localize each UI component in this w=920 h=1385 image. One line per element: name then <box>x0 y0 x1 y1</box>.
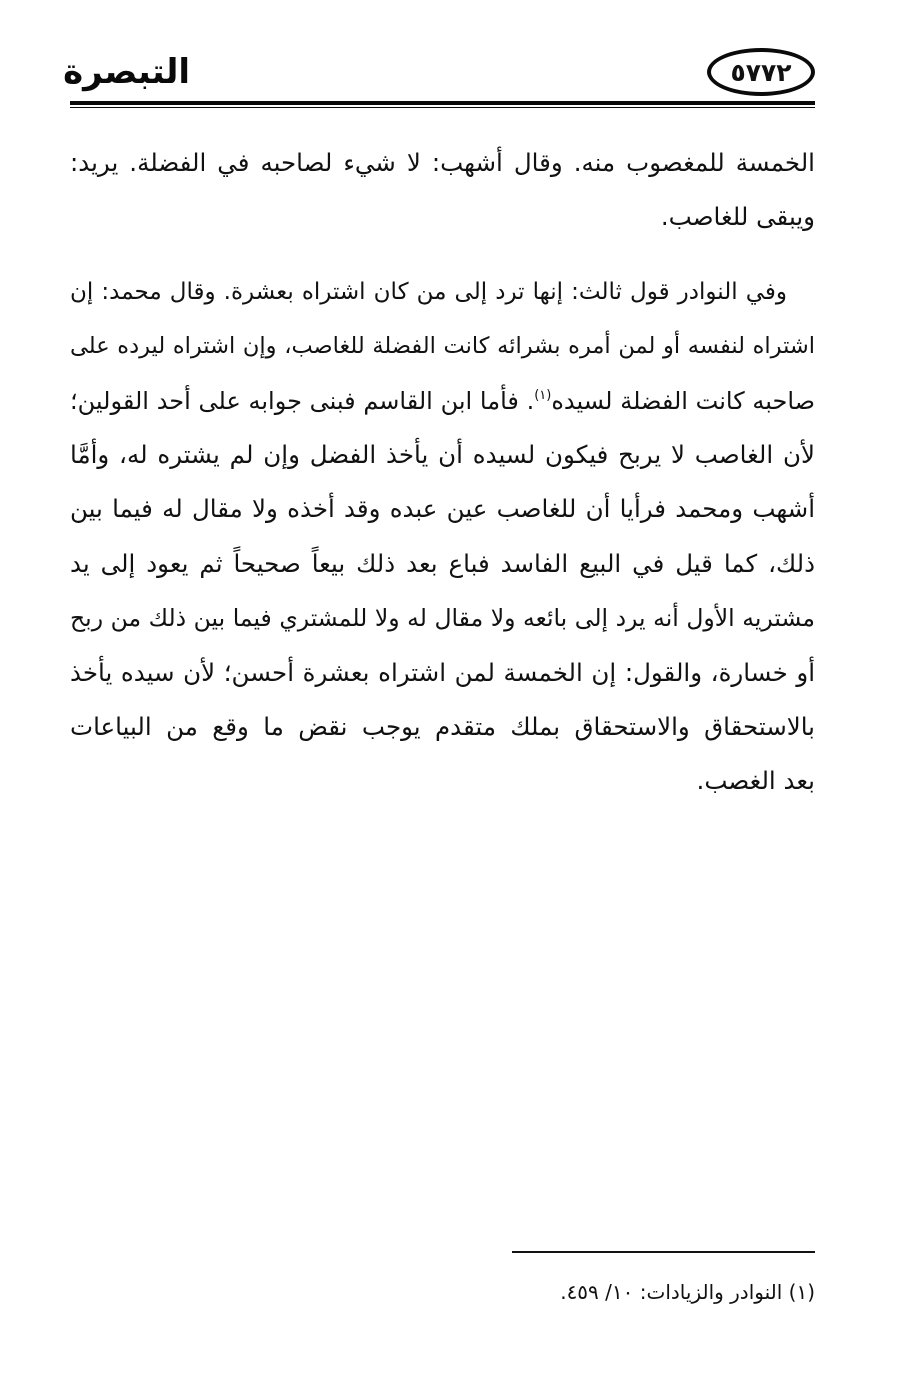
text-line: أو خسارة، والقول: إن الخمسة لمن اشتراه بعشرة أحسن؛ لأن سيده يأخذ <box>70 657 815 687</box>
header-rule <box>70 101 815 108</box>
text-line: ويبقى للغاصب. <box>660 202 815 232</box>
text-line: وفي النوادر قول ثالث: إنها ترد إلى من كان اشتراه بعشرة. وقال محمد: إن <box>70 278 787 305</box>
page-number-badge <box>707 48 815 96</box>
text-segment: . فأما ابن القاسم فبنى جوابه على أحد القولين؛ <box>70 386 535 415</box>
text-line: بعد الغصب. <box>696 766 815 796</box>
text-line: الخمسة للمغصوب منه. وقال أشهب: لا شيء لصاحبه في الفضلة. يريد: <box>70 148 815 177</box>
text-line: مشتريه الأول أنه يرد إلى بائعه ولا مقال له ولا للمشتري فيما بين ذلك من ربح <box>70 604 815 633</box>
text-line: بالاستحقاق والاستحقاق بملك متقدم يوجب نقض ما وقع من البياعات <box>70 711 815 741</box>
body-text <box>70 136 815 809</box>
paragraph-gap <box>70 245 815 265</box>
text-segment: صاحبه كانت الفضلة لسيده <box>551 386 816 415</box>
text-line: لأن الغاصب لا يربح فيكون لسيده أن يأخذ الفضل وإن لم يشتره له، وأمَّا <box>70 439 815 469</box>
footnote-separator <box>512 1251 815 1253</box>
text-line-with-footnote <box>70 374 815 428</box>
book-title: التبصرة <box>63 52 190 92</box>
page-header <box>63 44 815 106</box>
footnote-reference: (١) <box>534 387 552 403</box>
footnote: (١) النوادر والزيادات: ١٠/ ٤٥٩. <box>560 1280 815 1304</box>
text-line: ذلك، كما قيل في البيع الفاسد فباع بعد ذلك بيعاً صحيحاً ثم يعود إلى يد <box>70 548 815 578</box>
page-number: ٥٧٧٢ <box>730 57 792 87</box>
text-line: اشتراه لنفسه أو لمن أمره بشرائه كانت الفضلة للغاصب، وإن اشتراه ليرده على <box>70 333 815 360</box>
text-line: أشهب ومحمد فرأيا أن للغاصب عين عبده وقد أخذه ولا مقال له فيما بين <box>70 494 815 524</box>
